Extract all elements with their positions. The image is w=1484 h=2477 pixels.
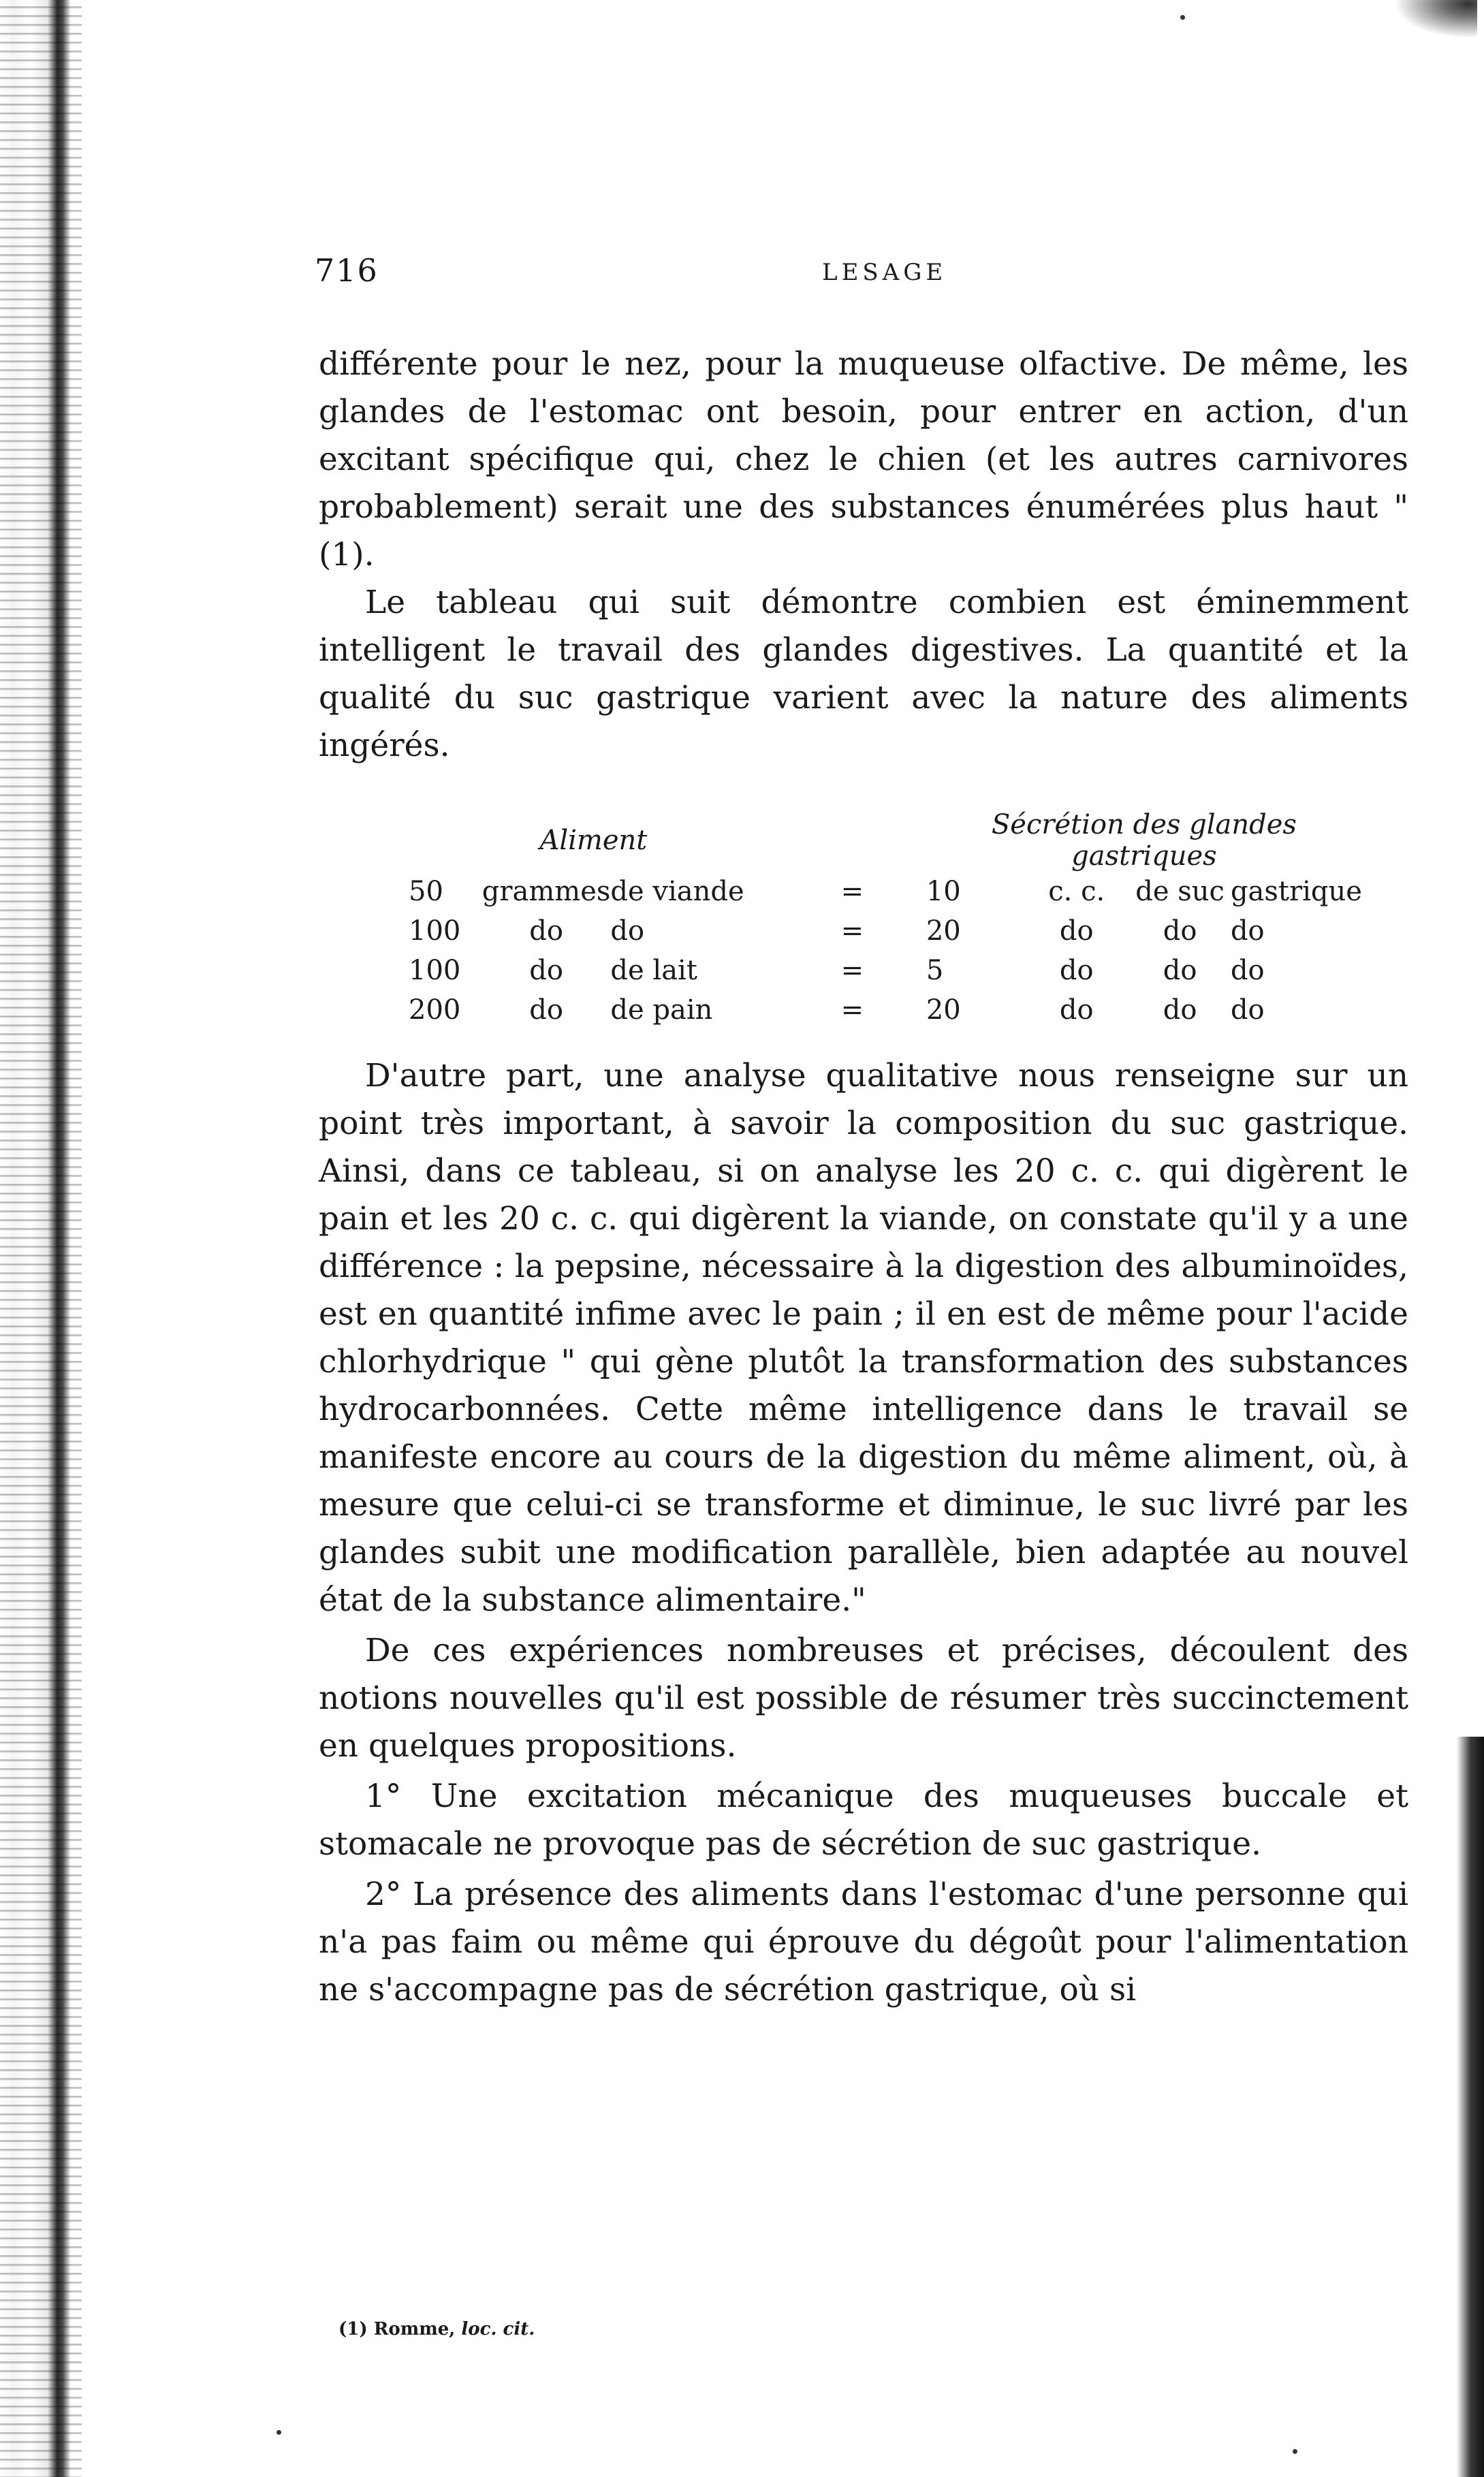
cell-suc: do — [1163, 915, 1197, 947]
text-block-bottom — [319, 1052, 1408, 2014]
cell-quantity: 100 — [409, 955, 461, 986]
cell-equals: = — [840, 876, 864, 907]
paragraph: Le tableau qui suit démontre combien est éminemment intelligent le travail des glandes digestives. La quantité et la qualité du suc gastrique varient avec la nature des aliments ingérés. — [319, 584, 1408, 764]
cell-amount: 20 — [926, 994, 961, 1026]
paragraph: D'autre part, une analyse qualitative nous renseigne sur un point très important, à savoir la composition du suc gastrique. Ainsi, dans ce tableau, si on analyse les 20 c. c. qui digèrent le pain et les 20 c. c. qui digèrent la viande, on constate qu'il y a une différence : la pepsine, nécessaire à la digestion des albuminoïdes, est en quantité infime avec le pain ; il en est de même pour l'acide chlorhydrique " qui gène plutôt la transformation des substances hydrocarbonnées. Cette même intelligence dans le travail se manifeste encore au cours de la digestion du même aliment, où, à mesure que celui-ci se transforme et diminue, le suc livré par les glandes subit une modification parallèle, bien adaptée au nouvel état de la substance alimentaire." — [319, 1057, 1408, 1619]
cell-amount: 5 — [926, 955, 944, 986]
cell-unit: do — [529, 955, 563, 986]
page-header — [315, 252, 1336, 300]
table-row — [409, 911, 1362, 951]
cell-gastric: do — [1230, 915, 1265, 947]
paragraph: 2° La présence des aliments dans l'estomac d'une personne qui n'a pas faim ou même qui éprouve du dégoût pour l'alimentation ne s'accompagne pas de sécrétion gastrique, où si — [319, 1876, 1408, 2008]
column-spacer — [778, 809, 926, 872]
cell-gastric: gastrique — [1230, 876, 1362, 907]
cell-suc: do — [1163, 955, 1197, 986]
cell-quantity: 100 — [409, 915, 461, 947]
paragraph-text: différente pour le nez, pour la muqueuse olfactive. De même, les glandes de l'estomac ont besoin, pour entrer en action, d'un excitant spécifique qui, chez le chien (et les autres carnivores probablement) serait une des substances énumérées plus haut " — [319, 345, 1408, 526]
scan-speck — [277, 2430, 281, 2435]
footnote — [338, 2319, 535, 2339]
cell-quantity: 200 — [409, 994, 461, 1026]
cell-unit: do — [529, 994, 563, 1026]
scan-speck — [1180, 15, 1185, 20]
cell-amount: 20 — [926, 915, 961, 947]
cell-gastric: do — [1230, 955, 1265, 986]
cell-cc: do — [1059, 915, 1094, 947]
footnote-reference: (1). — [319, 536, 375, 573]
scan-right-edge — [1457, 1737, 1484, 2477]
table-row — [409, 872, 1362, 911]
scan-speck — [1293, 2449, 1297, 2454]
cell-quantity: 50 — [409, 876, 443, 907]
text-block-top — [319, 341, 1408, 770]
cell-equals: = — [840, 994, 864, 1026]
cell-suc: do — [1163, 994, 1197, 1026]
cell-food: de lait — [610, 955, 697, 986]
cell-food: de viande — [610, 876, 744, 907]
cell-unit: do — [529, 915, 563, 947]
cell-food: de pain — [610, 994, 713, 1026]
column-header-aliment: Aliment — [539, 825, 648, 856]
paragraph: 1° Une excitation mécanique des muqueuses buccale et stomacale ne provoque pas de sécrétion de suc gastrique. — [319, 1778, 1408, 1863]
scan-binding-edge — [0, 0, 82, 2477]
column-header-secretion: Sécrétion des glandes gastriques — [991, 809, 1297, 872]
running-head: LESAGE — [822, 259, 947, 286]
scan-corner-mark — [1389, 0, 1477, 41]
page-number: 716 — [315, 252, 379, 289]
cell-food: do — [610, 915, 645, 947]
cell-cc: c. c. — [1048, 876, 1105, 907]
cell-equals: = — [840, 915, 864, 947]
cell-equals: = — [840, 955, 864, 986]
cell-amount: 10 — [926, 876, 961, 907]
footnote-ref: (1) Romme, — [338, 2319, 456, 2339]
footnote-source: loc. cit. — [461, 2319, 535, 2339]
table-row — [409, 951, 1362, 990]
cell-suc: de suc — [1135, 876, 1225, 907]
table-header-row — [409, 809, 1362, 872]
cell-gastric: do — [1230, 994, 1265, 1026]
paragraph-continued — [319, 341, 1408, 579]
table-row — [409, 990, 1362, 1030]
secretion-table — [409, 809, 1362, 1030]
cell-cc: do — [1059, 994, 1094, 1026]
cell-cc: do — [1059, 955, 1094, 986]
paragraph: De ces expériences nombreuses et précises, découlent des notions nouvelles qu'il est possible de résumer très succinctement en quelques propositions. — [319, 1632, 1408, 1765]
cell-unit: grammes — [481, 876, 611, 907]
